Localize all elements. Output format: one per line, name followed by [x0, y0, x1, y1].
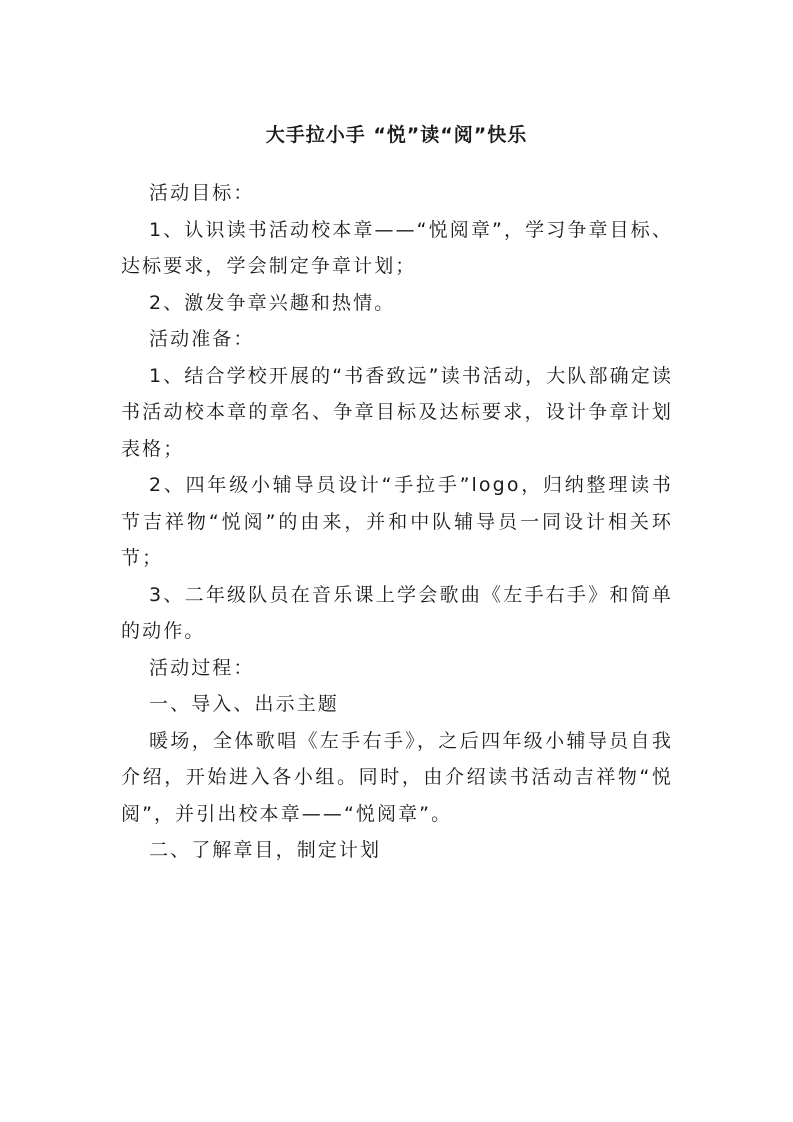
paragraph-process-warmup: 暖场，全体歌唱《左手右手》，之后四年级小辅导员自我介绍，开始进入各小组。同时，由介绍读书活动吉祥物“悦阅”，并引出校本章——“悦阅章”。 — [121, 729, 673, 825]
paragraph-goal-2: 2、激发争章兴趣和热情。 — [149, 291, 396, 314]
paragraph-process-step-2: 二、了解章目，制定计划 — [149, 839, 382, 861]
paragraph-goal-1: 1、认识读书活动校本章——“悦阅章”，学习争章目标、达标要求，学会制定争章计划； — [121, 218, 673, 277]
paragraph-goal-heading: 活动目标： — [149, 182, 255, 204]
document-title: 大手拉小手 “悦”读“阅”快乐 — [265, 124, 528, 146]
paragraph-prep-1: 1、结合学校开展的“书香致远”读书活动，大队部确定读书活动校本章的章名、争章目标及达标要求，设计争章计划表格； — [121, 364, 673, 460]
paragraph-prep-3: 3、二年级队员在音乐课上学会歌曲《左手右手》和简单的动作。 — [121, 583, 673, 642]
paragraph-process-step-1: 一、导入、出示主题 — [149, 693, 339, 715]
paragraph-prep-heading: 活动准备： — [149, 328, 255, 350]
paragraph-process-heading: 活动过程： — [149, 656, 255, 679]
paragraph-prep-2: 2、四年级小辅导员设计“手拉手”logo，归纳整理读书节吉祥物“悦阅”的由来，并和中队辅导员一同设计相关环节； — [121, 474, 673, 569]
document-body — [121, 175, 673, 869]
